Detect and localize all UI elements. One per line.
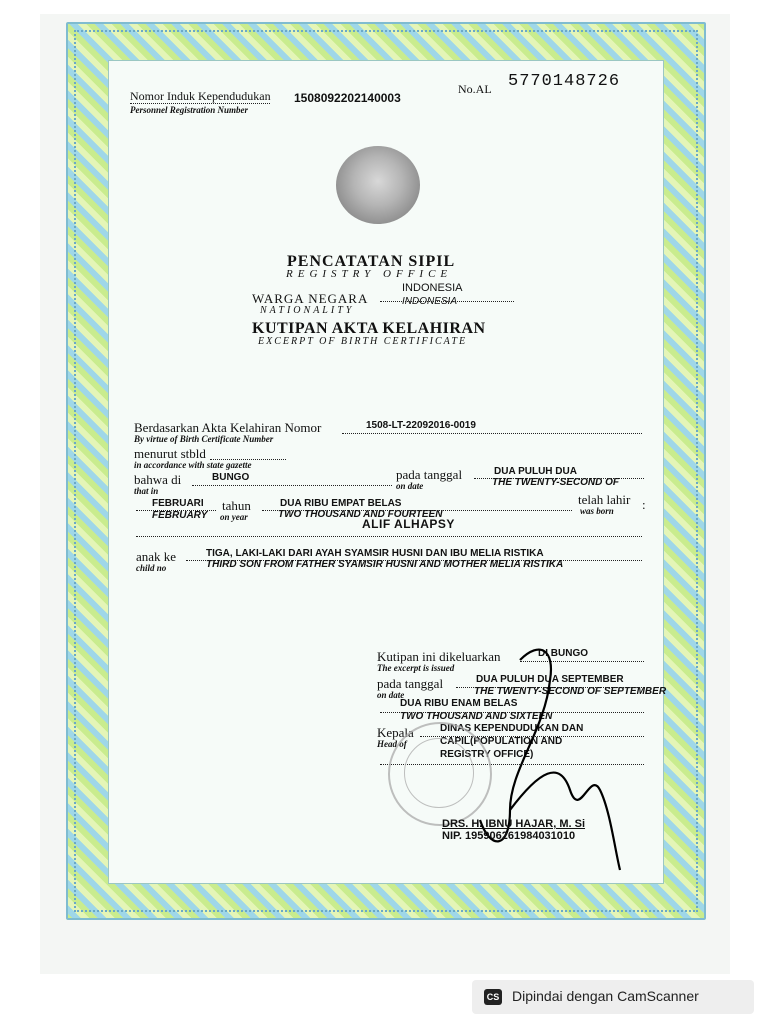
born-label-en: was born xyxy=(580,506,614,516)
birth-year-value: DUA RIBU EMPAT BELAS xyxy=(280,498,402,509)
nationality-label: WARGA NEGARA xyxy=(252,291,369,306)
nationality-value-en: INDONESIA xyxy=(402,296,458,307)
registry-title-en: REGISTRY OFFICE xyxy=(286,268,453,280)
child-order-value: TIGA, LAKI-LAKI DARI AYAH SYAMSIR HUSNI DAN IBU MELIA RISTIKA xyxy=(206,548,544,559)
place-underline xyxy=(192,485,392,486)
place-label: bahwa di xyxy=(134,472,182,487)
birth-month-value-en: FEBRUARY xyxy=(152,510,208,521)
stbld-underline xyxy=(210,459,286,460)
birth-month-value: FEBRUARI xyxy=(152,498,204,509)
camscanner-footer xyxy=(472,980,754,1014)
stbld-label: menurut stbld xyxy=(134,446,206,461)
registry-title: PENCATATAN SIPIL xyxy=(287,253,456,270)
nationality-value: INDONESIA xyxy=(402,282,463,294)
issued-label-en: The excerpt is issued xyxy=(377,663,455,673)
head-label-en: Head of xyxy=(377,739,407,749)
issued-label: Kutipan ini dikeluarkan xyxy=(377,649,501,664)
place-value: BUNGO xyxy=(212,472,250,483)
birth-date-underline xyxy=(474,478,644,479)
nationality-underline xyxy=(380,301,514,302)
no-value: 5770148726 xyxy=(508,72,621,91)
document-title: KUTIPAN AKTA KELAHIRAN xyxy=(252,320,486,337)
issue-date-label-en: on date xyxy=(377,690,405,700)
child-order-label-en: child no xyxy=(136,563,167,573)
born-label: telah lahir xyxy=(578,492,631,507)
nik-label-en: Personnel Registration Number xyxy=(130,105,249,115)
issue-date-label: pada tanggal xyxy=(377,676,444,691)
birth-month-underline xyxy=(136,510,216,511)
child-name-underline xyxy=(136,536,642,537)
birth-date-value: DUA PULUH DUA xyxy=(494,466,577,477)
stbld-label-en: in accordance with state gazette xyxy=(134,460,252,470)
nik-value: 1508092202140003 xyxy=(294,91,401,105)
cert-number-label-en: By virtue of Birth Certificate Number xyxy=(134,434,274,444)
camscanner-icon: CS xyxy=(484,989,502,1005)
birth-year-label: tahun xyxy=(222,498,251,513)
child-order-value-en: THIRD SON FROM FATHER SYAMSIR HUSNI AND MOTHER MELIA RISTIKA xyxy=(206,559,564,570)
official-name: DRS. H. IBNU HAJAR, M. Si xyxy=(442,818,586,830)
document-title-en: EXCERPT OF BIRTH CERTIFICATE xyxy=(258,336,468,347)
issue-year-value-en: TWO THOUSAND AND SIXTEEN xyxy=(400,711,553,722)
cert-number-underline xyxy=(342,433,642,434)
issued-place-value: DI BUNGO xyxy=(538,648,588,659)
issue-year-value: DUA RIBU ENAM BELAS xyxy=(400,698,518,709)
birth-year-value-en: TWO THOUSAND AND FOURTEEN xyxy=(278,509,443,520)
nik-underline xyxy=(130,103,270,104)
child-order-label: anak ke xyxy=(136,549,177,564)
emblem-seal xyxy=(336,146,420,224)
birth-date-label: pada tanggal xyxy=(396,467,463,482)
issue-date-value: DUA PULUH DUA SEPTEMBER xyxy=(476,674,624,685)
head-office-line1: DINAS KEPENDUDUKAN DAN xyxy=(440,723,584,734)
head-office-line2: CAPIL(POPULATION AND xyxy=(440,736,563,747)
camscanner-text: Dipindai dengan CamScanner xyxy=(512,988,699,1004)
birth-date-label-en: on date xyxy=(396,481,424,491)
child-order-underline xyxy=(186,560,642,561)
birth-date-value-en: THE TWENTY-SECOND OF xyxy=(492,477,620,488)
cert-number-label: Berdasarkan Akta Kelahiran Nomor xyxy=(134,420,322,435)
head-office-line3: REGISTRY OFFICE) xyxy=(440,749,534,760)
no-label: No.AL xyxy=(458,82,492,96)
issue-date-value-en: THE TWENTY-SECOND OF SEPTEMBER xyxy=(474,686,667,697)
place-label-en: that in xyxy=(134,486,159,496)
child-name-value: ALIF ALHAPSY xyxy=(362,517,455,531)
nik-label: Nomor Induk Kependudukan xyxy=(130,89,271,103)
birth-year-label-en: on year xyxy=(220,512,248,522)
cert-number-value: 1508-LT-22092016-0019 xyxy=(366,420,476,431)
official-nip: NIP. 195906261984031010 xyxy=(442,830,576,842)
head-label: Kepala xyxy=(377,725,414,740)
nationality-label-en: NATIONALITY xyxy=(260,305,355,316)
birth-year-underline xyxy=(262,510,572,511)
